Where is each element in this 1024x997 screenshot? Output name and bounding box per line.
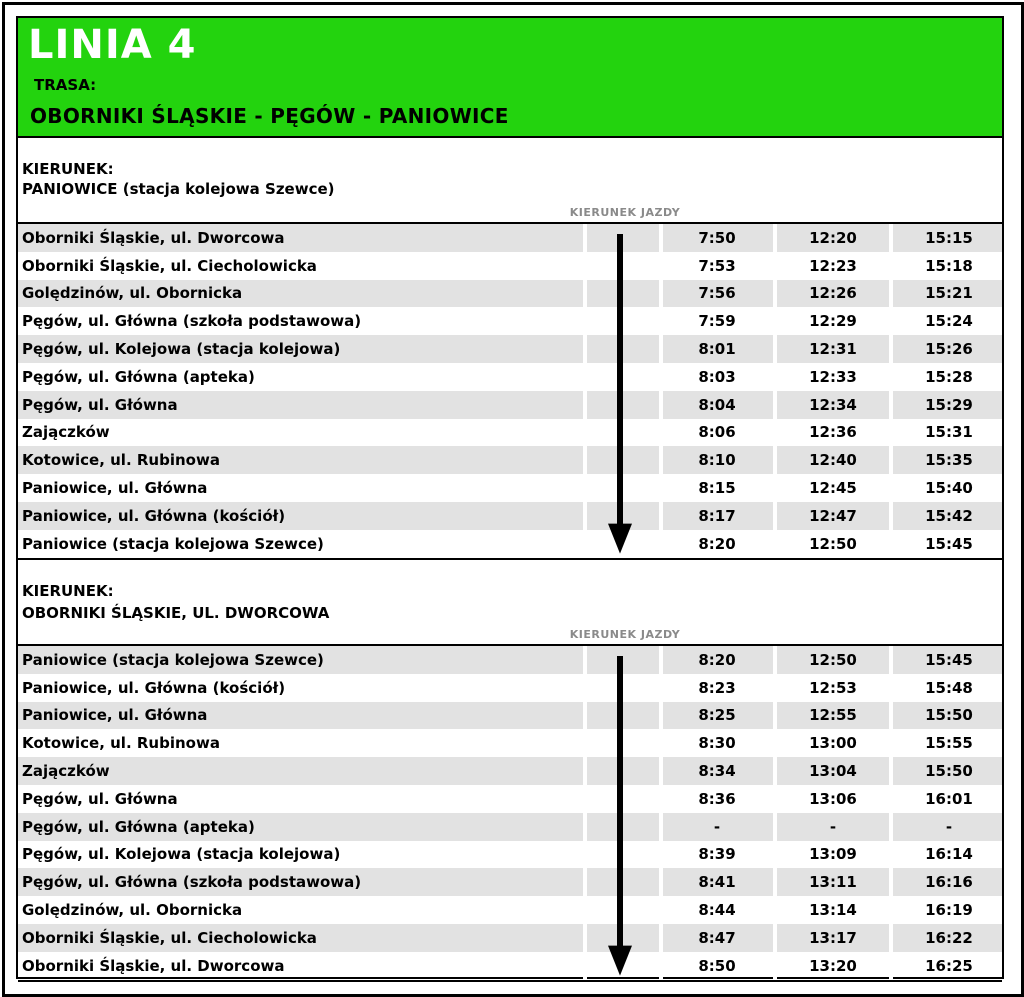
arrow-down-icon xyxy=(608,234,632,554)
stop-name: Zajączków xyxy=(22,762,110,781)
departure-time: 7:53 xyxy=(698,256,736,275)
departure-time: 12:29 xyxy=(809,312,857,331)
departure-time: 13:11 xyxy=(809,873,857,892)
column-separator xyxy=(889,224,893,558)
travel-direction-label-1: KIERUNEK JAZDY xyxy=(569,206,681,219)
departure-time: 12:40 xyxy=(809,451,857,470)
departure-time: 12:45 xyxy=(809,479,857,498)
departure-time: 15:28 xyxy=(925,367,973,386)
departure-time: 15:21 xyxy=(925,284,973,303)
departure-time: 7:59 xyxy=(698,312,736,331)
departure-time: 13:14 xyxy=(809,901,857,920)
departure-time: 16:14 xyxy=(925,845,973,864)
departure-time: 13:00 xyxy=(809,734,857,753)
stop-name: Kotowice, ul. Rubinowa xyxy=(22,451,220,470)
departure-time: 8:41 xyxy=(698,873,736,892)
arrow-down-icon xyxy=(608,656,632,976)
column-separator xyxy=(889,646,893,980)
stop-name: Pęgów, ul. Główna xyxy=(22,789,178,808)
timetable-section-2 xyxy=(18,644,1002,982)
stop-name: Oborniki Śląskie, ul. Ciecholowicka xyxy=(22,256,317,275)
table-row xyxy=(18,502,1002,530)
departure-time: - xyxy=(713,817,721,836)
departure-time: 12:33 xyxy=(809,367,857,386)
departure-time: 12:47 xyxy=(809,506,857,525)
departure-time: 15:40 xyxy=(925,479,973,498)
departure-time: 12:55 xyxy=(809,706,857,725)
departure-time: 13:06 xyxy=(809,789,857,808)
departure-time: 13:04 xyxy=(809,762,857,781)
table-row xyxy=(18,224,1002,252)
departure-time: 8:06 xyxy=(698,423,736,442)
departure-time: 13:20 xyxy=(809,956,857,975)
stop-name: Paniowice, ul. Główna (kościół) xyxy=(22,506,286,525)
stop-name: Paniowice (stacja kolejowa Szewce) xyxy=(22,650,324,669)
table-row xyxy=(18,896,1002,924)
departure-time: 15:24 xyxy=(925,312,973,331)
table-row xyxy=(18,674,1002,702)
departure-time: 15:45 xyxy=(925,650,973,669)
departure-time: 15:50 xyxy=(925,706,973,725)
stop-name: Pęgów, ul. Główna (szkoła podstawowa) xyxy=(22,873,362,892)
stop-name: Oborniki Śląskie, ul. Dworcowa xyxy=(22,228,285,247)
column-separator xyxy=(659,646,663,980)
departure-time: 12:34 xyxy=(809,395,857,414)
departure-time: 12:20 xyxy=(809,228,857,247)
route-label: TRASA: xyxy=(34,76,97,94)
departure-time: 15:18 xyxy=(925,256,973,275)
departure-time: 8:25 xyxy=(698,706,736,725)
departure-time: 13:09 xyxy=(809,845,857,864)
departure-time: 15:15 xyxy=(925,228,973,247)
departure-time: 15:35 xyxy=(925,451,973,470)
direction-value-2: OBORNIKI ŚLĄSKIE, UL. DWORCOWA xyxy=(22,604,330,622)
departure-time: - xyxy=(829,817,837,836)
departure-time: 12:50 xyxy=(809,534,857,553)
table-row xyxy=(18,419,1002,447)
stop-name: Pęgów, ul. Główna xyxy=(22,395,178,414)
table-row xyxy=(18,785,1002,813)
departure-time: 8:23 xyxy=(698,678,736,697)
departure-time: 12:36 xyxy=(809,423,857,442)
departure-time: 8:34 xyxy=(698,762,736,781)
stop-name: Pęgów, ul. Główna (apteka) xyxy=(22,817,255,836)
line-header xyxy=(18,18,1002,138)
table-row xyxy=(18,646,1002,674)
table-row xyxy=(18,924,1002,952)
table-row xyxy=(18,813,1002,841)
stop-name: Golędzinów, ul. Obornicka xyxy=(22,284,243,303)
departure-time: 16:22 xyxy=(925,928,973,947)
departure-time: 12:53 xyxy=(809,678,857,697)
stop-name: Kotowice, ul. Rubinowa xyxy=(22,734,220,753)
direction-label-2: KIERUNEK: xyxy=(22,582,114,600)
table-row xyxy=(18,952,1002,980)
departure-time: 16:19 xyxy=(925,901,973,920)
line-title: LINIA 4 xyxy=(28,22,197,68)
stop-name: Pęgów, ul. Kolejowa (stacja kolejowa) xyxy=(22,340,341,359)
table-row xyxy=(18,280,1002,308)
column-separator xyxy=(583,646,587,980)
departure-time: 15:26 xyxy=(925,340,973,359)
departure-time: 15:31 xyxy=(925,423,973,442)
stop-name: Pęgów, ul. Główna (szkoła podstawowa) xyxy=(22,312,362,331)
stop-name: Oborniki Śląskie, ul. Dworcowa xyxy=(22,956,285,975)
table-row xyxy=(18,474,1002,502)
departure-time: 8:20 xyxy=(698,534,736,553)
departure-time: 12:50 xyxy=(809,650,857,669)
timetable-section-1 xyxy=(18,222,1002,560)
table-row xyxy=(18,729,1002,757)
departure-time: 16:16 xyxy=(925,873,973,892)
column-separator xyxy=(773,224,777,558)
table-row xyxy=(18,391,1002,419)
departure-time: 8:30 xyxy=(698,734,736,753)
departure-time: 8:04 xyxy=(698,395,736,414)
table-row xyxy=(18,530,1002,558)
departure-time: 15:55 xyxy=(925,734,973,753)
column-separator xyxy=(583,224,587,558)
departure-time: 15:42 xyxy=(925,506,973,525)
stop-name: Golędzinów, ul. Obornicka xyxy=(22,901,243,920)
departure-time: 8:20 xyxy=(698,650,736,669)
departure-time: 8:01 xyxy=(698,340,736,359)
table-row xyxy=(18,868,1002,896)
departure-time: 8:15 xyxy=(698,479,736,498)
stop-name: Zajączków xyxy=(22,423,110,442)
route-name: OBORNIKI ŚLĄSKIE - PĘGÓW - PANIOWICE xyxy=(30,104,509,128)
departure-time: 8:10 xyxy=(698,451,736,470)
direction-value-1: PANIOWICE (stacja kolejowa Szewce) xyxy=(22,180,335,198)
table-row xyxy=(18,335,1002,363)
table-row xyxy=(18,446,1002,474)
departure-time: 8:39 xyxy=(698,845,736,864)
stop-name: Paniowice, ul. Główna xyxy=(22,706,208,725)
direction-label-1: KIERUNEK: xyxy=(22,160,114,178)
column-separator xyxy=(773,646,777,980)
departure-time: - xyxy=(945,817,953,836)
stop-name: Paniowice, ul. Główna xyxy=(22,479,208,498)
departure-time: 13:17 xyxy=(809,928,857,947)
stop-name: Pęgów, ul. Kolejowa (stacja kolejowa) xyxy=(22,845,341,864)
stop-name: Oborniki Śląskie, ul. Ciecholowicka xyxy=(22,928,317,947)
departure-time: 8:47 xyxy=(698,928,736,947)
departure-time: 12:26 xyxy=(809,284,857,303)
departure-time: 15:45 xyxy=(925,534,973,553)
table-row xyxy=(18,841,1002,869)
stop-name: Paniowice, ul. Główna (kościół) xyxy=(22,678,286,697)
table-row xyxy=(18,702,1002,730)
departure-time: 8:50 xyxy=(698,956,736,975)
departure-time: 15:48 xyxy=(925,678,973,697)
departure-time: 7:50 xyxy=(698,228,736,247)
departure-time: 8:17 xyxy=(698,506,736,525)
table-row xyxy=(18,757,1002,785)
stop-name: Paniowice (stacja kolejowa Szewce) xyxy=(22,534,324,553)
column-separator xyxy=(659,224,663,558)
departure-time: 16:25 xyxy=(925,956,973,975)
timetable-sheet xyxy=(16,16,1004,979)
departure-time: 12:31 xyxy=(809,340,857,359)
departure-time: 7:56 xyxy=(698,284,736,303)
departure-time: 8:03 xyxy=(698,367,736,386)
departure-time: 8:36 xyxy=(698,789,736,808)
travel-direction-label-2: KIERUNEK JAZDY xyxy=(569,628,681,641)
departure-time: 16:01 xyxy=(925,789,973,808)
stop-name: Pęgów, ul. Główna (apteka) xyxy=(22,367,255,386)
departure-time: 12:23 xyxy=(809,256,857,275)
table-row xyxy=(18,307,1002,335)
table-row xyxy=(18,363,1002,391)
departure-time: 8:44 xyxy=(698,901,736,920)
departure-time: 15:50 xyxy=(925,762,973,781)
departure-time: 15:29 xyxy=(925,395,973,414)
table-row xyxy=(18,252,1002,280)
